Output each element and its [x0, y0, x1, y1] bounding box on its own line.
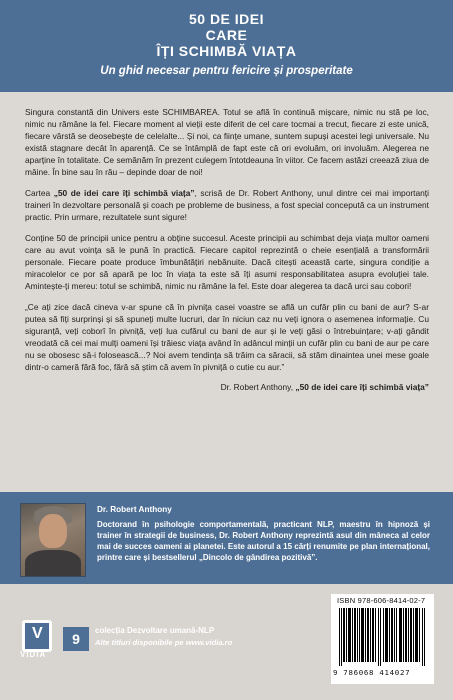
ean-digits: 9 786068 414027	[333, 668, 411, 677]
blurb-paragraph-2-intro: Cartea	[25, 188, 54, 198]
author-bio: Doctorand în psihologie comportamentală, practicant NLP, maestru în hipnoză și trainer în strategii de business, Dr. Robert Anthony reprezintă asul din mâneca al celor mai de succes oameni ai planetei. Este autorul a 15 cărți renumite pe plan internațional, printre care și bestsellerul „Dincolo de gândirea pozitivă”.	[97, 520, 430, 562]
publisher-logo	[20, 620, 52, 664]
author-photo	[20, 503, 86, 577]
series-title: colecția Dezvoltare umană-NLP	[95, 626, 215, 635]
barcode-icon	[337, 608, 429, 666]
author-name: Dr. Robert Anthony	[97, 505, 172, 514]
quote-signature	[25, 381, 429, 393]
book-title-line-1: 50 DE IDEI	[188, 11, 265, 27]
author-suit	[25, 550, 81, 577]
signature-book-title: „50 de idei care îți schimbă viața”	[295, 382, 429, 392]
quote-paragraph: „Ce ați zice dacă cineva v-ar spune că în pivnița casei voastre se află un cufăr plin cu bani de aur? S-ar putea să fiți surprinși și să spuneți multe lucruri, dar în niciun caz nu veți ignora o asemenea informație. Cu siguranță, veți coborî în pivniță, veți lua cufărul cu bani de aur și le veți găsi o întrebuințare; v-ați gândit vreodată că cei mai mulți oameni își trăiesc viața având în adâncul minții un cufăr plin cu bani de aur pe care nu se obosesc să-i folosească...? Noi avem tendința să trăim ca săracii, să stăm dinaintea unei mese goale dintr-o cameră fără foc, fără să știm că avem în pivniță o cutie cu aur.”	[25, 302, 429, 372]
blurb-paragraph-2-rest: , scrisă de Dr. Robert Anthony, unul dintre cei mai importanți traineri în dezvoltare personală și coach pe probleme de business, a fost special concepută ca un instrument practic. Prin urmare, rezultatele sunt sigure!	[25, 188, 429, 222]
isbn-label: ISBN 978-606-8414-02-7	[337, 596, 426, 605]
publisher-logo-icon: V	[22, 620, 52, 652]
series-website-note: Alte titluri disponibile pe www.vidia.ro	[95, 638, 233, 647]
blurb-paragraph-3: Conține 50 de principii unice pentru a obține succesul. Aceste principii au schimbat deja viața multor oameni care au avut voința să le pună în practică. Fiecare capitol reprezintă o cheie esențială a transformării personale. Fiecare poate produce îmbunătățiri nebănuite. Dacă citești această carte, singura condiție a miracolelor ce por să apară pe loc în viața ta este să îți asumi responsabilitatea asupra evoluției tale. Amintește-ți mereu: totul se schimbă, nimic nu rămâne la fel. Este doar alegerea ta dacă urci sau cobori!	[25, 233, 429, 291]
book-title-inline: „50 de idei care îți schimbă viața”	[53, 188, 195, 198]
blurb-text	[25, 106, 429, 393]
isbn-barcode-block	[331, 594, 434, 684]
signature-author: Dr. Robert Anthony,	[220, 382, 296, 392]
book-title-line-2: CARE	[205, 27, 248, 43]
blurb-paragraph-1: Singura constantă din Univers este SCHIMBAREA. Totul se află în continuă mișcare, nimic nu stă pe loc, nimic nu rămâne la fel. Fiecare moment al vieții este diferit de cel care tocmai a trecut, fiecare zi este unică, fiecare vârstă se deosebește de celelalte... Și noi, ca ființe umane, suntem supuși acestei legi universale. Nu există stagnare decât în aparență. Ce se întâmplă de fapt este că ori evoluăm, ori involuăm. Alegerea ne aparține în totalitate. Ce semănăm în prezent culegem întotdeauna în viitor. Ce facem astăzi creează ziua de mâine. În bine sau în rău – depinde doar de noi!	[25, 107, 429, 177]
publisher-name: VIDIA	[20, 650, 47, 659]
series-number-badge: 9	[63, 627, 89, 651]
title-banner	[0, 0, 453, 92]
blurb-paragraph-2	[25, 187, 429, 223]
author-face	[39, 514, 67, 548]
book-subtitle: Un ghid necesar pentru fericire și prosperitate	[100, 65, 353, 77]
book-title-line-3: ÎȚI SCHIMBĂ VIAȚA	[156, 43, 297, 59]
